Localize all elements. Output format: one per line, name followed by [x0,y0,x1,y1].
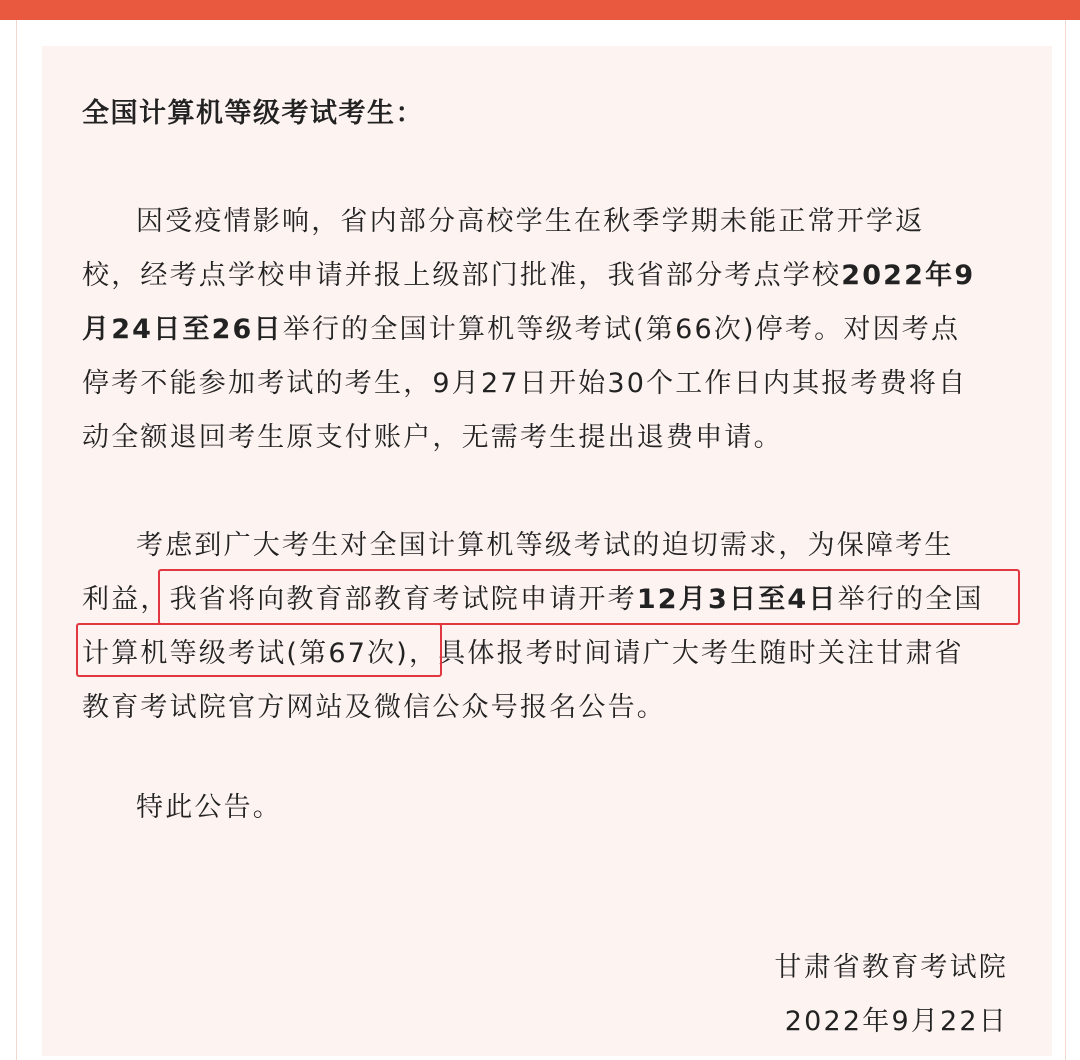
p2-line-2: 利益，我省将向教育部教育考试院申请开考12月3日至4日举行的全国 [82,584,984,615]
notice-greeting: 全国计算机等级考试考生： [82,98,424,129]
p2-line-3: 计算机等级考试(第67次)，具体报考时间请广大考生随时关注甘肃省 [82,638,964,669]
p2-line-1: 考虑到广大考生对全国计算机等级考试的迫切需求，为保障考生 [136,530,954,561]
top-accent-bar [0,0,1080,20]
p1-line-3: 月24日至26日举行的全国计算机等级考试(第66次)停考。对因考点 [82,314,961,345]
p2-line-4: 教育考试院官方网站及微信公众号报名公告。 [82,692,666,723]
p1-line-5: 动全额退回考生原支付账户，无需考生提出退费申请。 [82,422,783,453]
notice-closing: 特此公告。 [136,792,282,823]
p1-date-start: 2022年9 [841,260,976,291]
p1-date-range: 月24日至26日 [82,314,283,345]
p1-line-4: 停考不能参加考试的考生，9月27日开始30个工作日内其报考费将自 [82,368,968,399]
signature-org: 甘肃省教育考试院 [774,952,1008,983]
signature-date: 2022年9月22日 [784,1006,1008,1037]
p1-line-1: 因受疫情影响，省内部分高校学生在秋季学期未能正常开学返 [136,206,925,237]
p2-exam-name: 计算机等级考试(第67次) [82,638,410,669]
p2-exam-dates: 12月3日至4日 [636,584,838,615]
p1-line-2: 校，经考点学校申请并报上级部门批准，我省部分考点学校2022年9 [82,260,976,291]
